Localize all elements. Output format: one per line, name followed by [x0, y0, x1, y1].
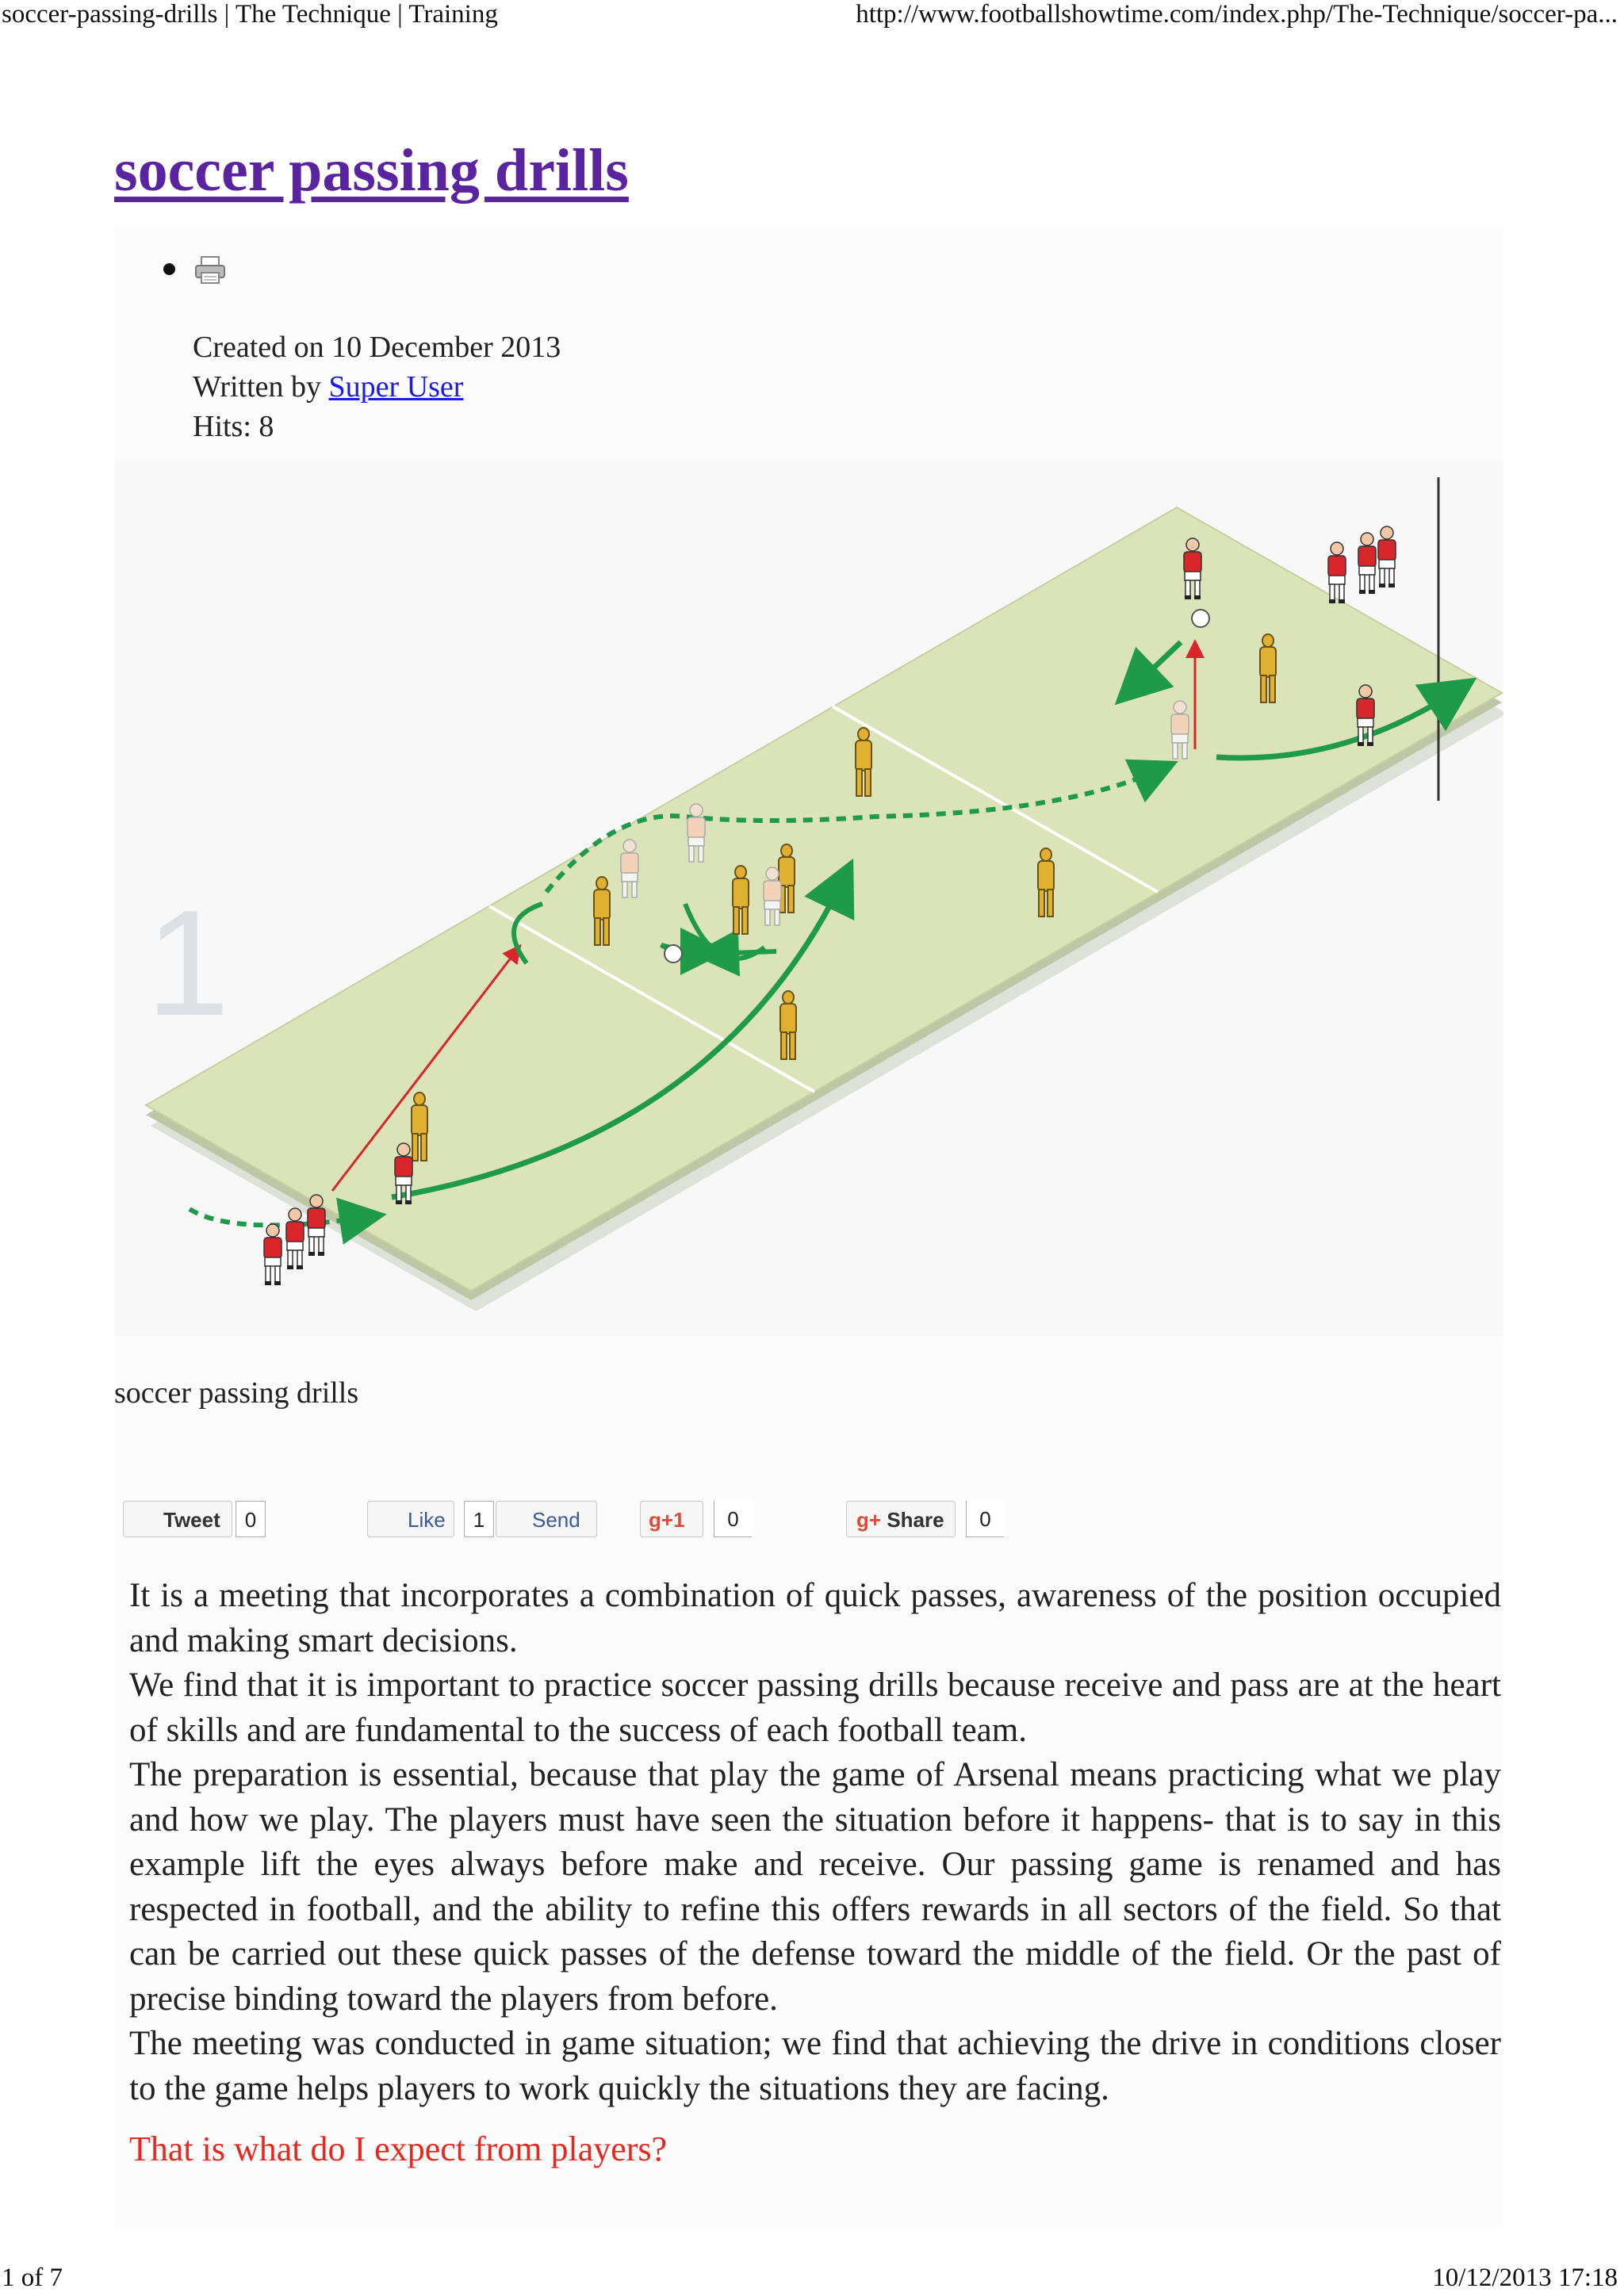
article-paragraph: We find that it is important to practice soccer passing drills because receive and pass are at the heart of skills and are fundamental to the success of each football team. [129, 1667, 1501, 1749]
figure-caption: soccer passing drills [114, 1376, 359, 1410]
like-button[interactable] [367, 1501, 454, 1537]
like-count: 1 [464, 1501, 494, 1537]
print-timestamp: 10/12/2013 17:18 [1432, 2263, 1618, 2292]
gplus-label: +1 [661, 1508, 685, 1532]
gplus-count: 0 [714, 1501, 752, 1537]
ball [665, 945, 682, 962]
print-footer [0, 2264, 1624, 2296]
dribble-path-2b [710, 951, 776, 954]
send-label: Send [532, 1508, 580, 1532]
page-number: 1 of 7 [2, 2263, 63, 2292]
written-by-label: Written by [193, 370, 329, 404]
gplus-share-button[interactable] [846, 1501, 956, 1537]
created-date: Created on 10 December 2013 [193, 331, 561, 364]
article-paragraph: The meeting was conducted in game situation; we find that achieving the drive in conditions closer to the game helps players to work quickly the situations they are facing. [129, 2025, 1501, 2107]
list-bullet [163, 263, 175, 275]
tweet-button[interactable] [123, 1501, 232, 1537]
hits-count: Hits: 8 [193, 410, 274, 443]
gplus-share-icon: g+ [856, 1508, 882, 1532]
gplus-share-label: Share [887, 1508, 944, 1532]
print-header-title: soccer-passing-drills | The Technique | Training [2, 0, 498, 29]
author-link[interactable]: Super User [328, 370, 464, 404]
figure-number: 1 [146, 879, 230, 1047]
ball [1192, 610, 1209, 627]
author-line [193, 367, 561, 407]
like-label: Like [408, 1508, 446, 1532]
article-paragraph: It is a meeting that incorporates a combination of quick passes, awareness of the position occupied and making smart decisions. [129, 1577, 1501, 1659]
tweet-count: 0 [236, 1501, 266, 1537]
article-body [129, 1574, 1501, 2111]
article-paragraph: The preparation is essential, because that play the game of Arsenal means practicing what we play and how we play. The players must have seen the situation before it happens- that is to say in this example lift the eyes always before make and receive. Our passing game is renamed and has respected in football, and the ability to refine this offers rewards in all sectors of the field. So that can be carried out these quick passes of the defense toward the middle of the field. Or the past of precise binding toward the players from before. [129, 1756, 1501, 2018]
print-icon[interactable] [194, 255, 226, 285]
article-meta [193, 327, 561, 446]
article-title-link[interactable]: soccer passing drills [114, 137, 629, 204]
social-share-bar [123, 1501, 1027, 1542]
gplus-icon: g [649, 1508, 661, 1532]
gplus-one-button[interactable] [640, 1501, 703, 1537]
print-header-url: http://www.footballshowtime.com/index.php/The-Technique/soccer-pa... [856, 0, 1618, 29]
send-button[interactable] [496, 1501, 597, 1537]
gplus-share-count: 0 [966, 1501, 1004, 1537]
print-header [0, 0, 1624, 32]
article-subheading: That is what do I expect from players? [129, 2130, 668, 2168]
drill-diagram [114, 460, 1503, 1336]
tweet-label: Tweet [163, 1508, 220, 1532]
